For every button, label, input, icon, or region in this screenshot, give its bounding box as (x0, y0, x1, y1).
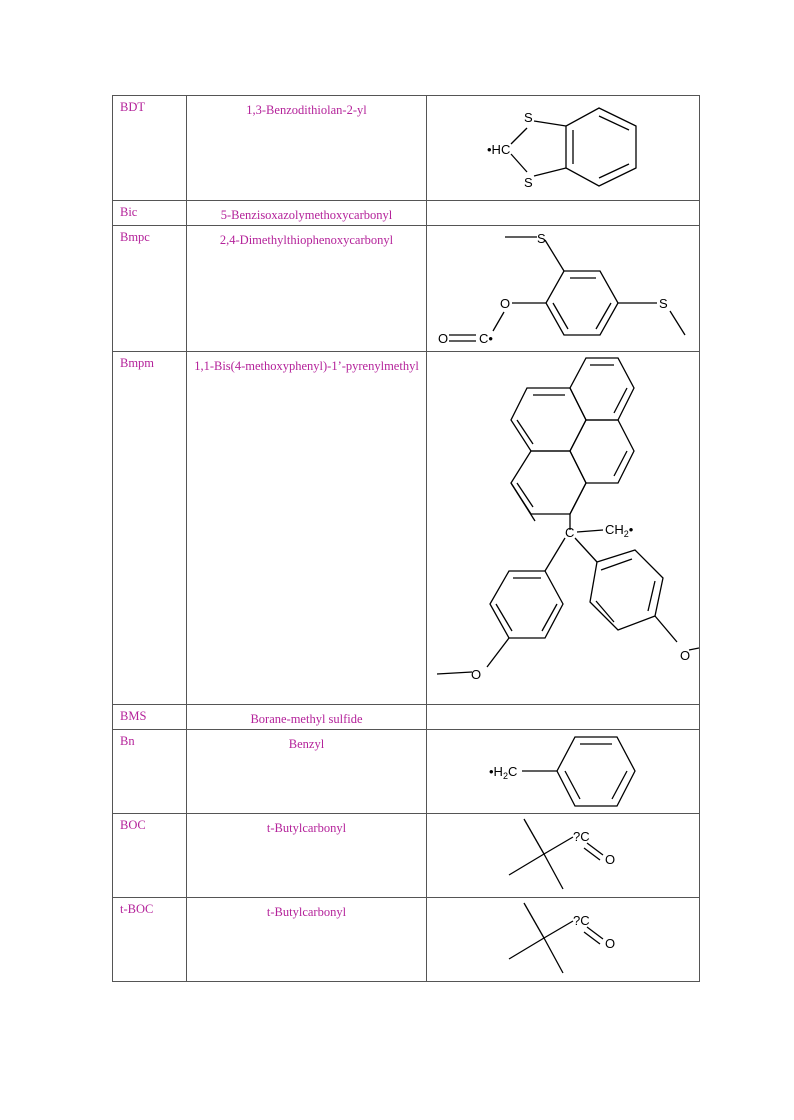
name-cell: Benzyl (187, 730, 427, 814)
radical-carbon-label: C• (479, 331, 493, 346)
sulfur-atom-label: S (659, 296, 668, 311)
structure-cell (427, 201, 700, 226)
oxygen-atom-label: O (471, 667, 482, 682)
methylene-radical-label: $CH_2•$ (605, 522, 634, 539)
oxygen-atom-label: O (500, 296, 511, 311)
name-cell: 1,3-Benzodithiolan-2-yl (187, 96, 427, 201)
abbr-cell: Bmpc (113, 226, 187, 352)
sulfur-atom-label: S (524, 110, 533, 125)
oxygen-atom-label: O (605, 936, 616, 951)
oxygen-atom-label: O (438, 331, 449, 346)
abbr-cell: t-BOC (113, 898, 187, 982)
radical-carbon-label: •HC (487, 142, 511, 157)
benzyl-radical-label: $•H_2C$ (489, 764, 518, 781)
name-cell: 5-Benzisoxazolymethoxycarbonyl (187, 201, 427, 226)
sulfur-atom-label: S (537, 231, 546, 246)
oxygen-atom-label: O (680, 648, 691, 663)
abbr-cell: Bic (113, 201, 187, 226)
boc-structure (427, 814, 699, 898)
structure-cell (427, 352, 700, 705)
table-row (113, 352, 700, 705)
name-cell: 1,1-Bis(4-methoxyphenyl)-1’-pyrenylmethyl (187, 352, 427, 705)
table-row (113, 201, 700, 226)
name-cell: 2,4-Dimethylthiophenoxycarbonyl (187, 226, 427, 352)
table-row (113, 705, 700, 730)
abbr-cell: BDT (113, 96, 187, 201)
bdt-structure (427, 96, 699, 201)
oxygen-atom-label: O (605, 852, 616, 867)
quaternary-carbon-label: C (565, 525, 575, 540)
table-row (113, 898, 700, 982)
abbr-cell: Bn (113, 730, 187, 814)
carbonyl-carbon-label: ?C (573, 829, 590, 844)
abbr-cell: BOC (113, 814, 187, 898)
name-cell: t-Butylcarbonyl (187, 898, 427, 982)
name-cell: Borane-methyl sulfide (187, 705, 427, 730)
sulfur-atom-label: S (524, 175, 533, 190)
abbr-cell: BMS (113, 705, 187, 730)
abbreviation-table (112, 95, 700, 982)
abbr-cell: Bmpm (113, 352, 187, 705)
structure-cell (427, 730, 700, 814)
bmpc-structure (427, 226, 699, 352)
table-row (113, 96, 700, 201)
table-row (113, 814, 700, 898)
structure-cell (427, 814, 700, 898)
table-row (113, 730, 700, 814)
structure-cell (427, 96, 700, 201)
structure-cell (427, 705, 700, 730)
name-cell: t-Butylcarbonyl (187, 814, 427, 898)
structure-cell (427, 226, 700, 352)
carbonyl-carbon-label: ?C (573, 913, 590, 928)
table-row (113, 226, 700, 352)
t-boc-structure (427, 898, 699, 982)
bmpm-structure (427, 352, 699, 705)
bn-structure (427, 730, 699, 814)
structure-cell (427, 898, 700, 982)
